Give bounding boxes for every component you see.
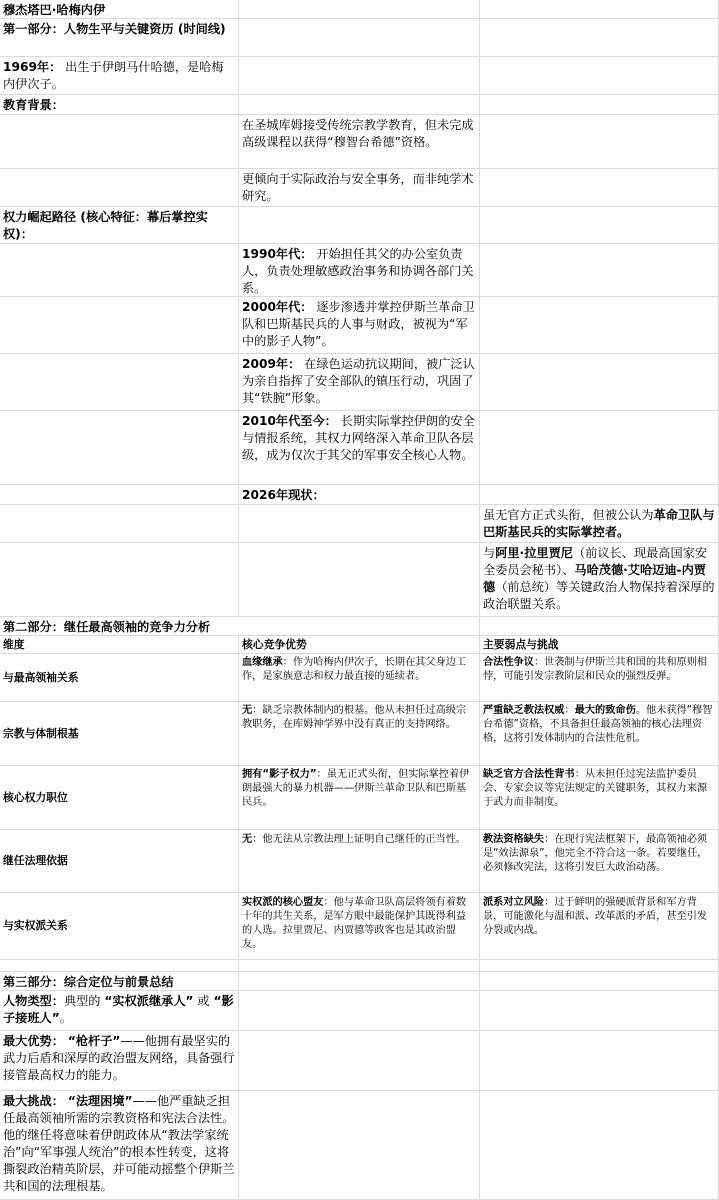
- advantage-label: 拥有“影子权力”: [242, 769, 317, 780]
- weakness-cell[interactable]: [480, 702, 719, 766]
- empty-cell[interactable]: [239, 19, 480, 57]
- empty-cell[interactable]: [480, 57, 719, 95]
- advantage-text: ——他拥有最坚实的武力后盾和深厚的政治盟友网络，具备强行接管最高权力的能力。: [3, 1034, 235, 1082]
- empty-cell[interactable]: [0, 505, 239, 543]
- rise-item-text: 长期实际掌控伊朗的安全与情报系统，其权力网络深入革命卫队各层级，成为仅次于其父的军事安全核心人物。: [242, 414, 475, 462]
- dimension-text: 继任法理依据: [3, 854, 68, 867]
- rise-item[interactable]: [239, 297, 480, 354]
- advantage-label: 实权派的核心盟友: [242, 897, 324, 908]
- weakness-text: ：世袭制与伊斯兰共和国的共和原则相悖，可能引发宗教阶层和民众的强烈反弹。: [483, 657, 708, 682]
- empty-cell[interactable]: [0, 169, 239, 207]
- type-text: 或: [193, 994, 214, 1008]
- sheet-row: [0, 115, 719, 169]
- empty-cell[interactable]: [480, 95, 719, 115]
- weakness-cell[interactable]: [480, 830, 719, 893]
- empty-cell[interactable]: [0, 115, 239, 169]
- empty-cell[interactable]: [0, 960, 239, 972]
- empty-cell[interactable]: [480, 411, 719, 485]
- education-item-text: 更倾向于实际政治与安全事务，而非纯学术研究。: [242, 172, 474, 203]
- sheet-row: [0, 297, 719, 354]
- advantage-text: ：虽无正式头衔，但实际掌控着伊朗最强大的暴力机器——伊斯兰革命卫队和巴斯基民兵。: [242, 769, 470, 808]
- rise-heading-text: 权力崛起路径 (核心特征：幕后掌控实权)：: [3, 210, 208, 241]
- weakness-text: ：: [564, 705, 575, 716]
- birth-cell[interactable]: [0, 57, 239, 95]
- advantage-text: ：作为哈梅内伊次子，长期在其父身边工作，是家族意志和权力最直接的延续者。: [242, 657, 467, 682]
- education-item[interactable]: [239, 115, 480, 169]
- rise-item[interactable]: [239, 244, 480, 297]
- column-header-advantage[interactable]: [239, 636, 480, 654]
- status-emphasis: 革命卫队与巴斯基民兵的实际掌控者。: [483, 508, 715, 539]
- status-label-cell[interactable]: [239, 485, 480, 505]
- part1-heading[interactable]: [0, 19, 239, 57]
- sheet-row: [0, 19, 719, 57]
- weakness-label: 派系对立风险: [483, 897, 545, 908]
- empty-cell[interactable]: [239, 991, 480, 1031]
- advantage-emphasis: “枪杆子”: [67, 1034, 121, 1048]
- part2-heading[interactable]: [0, 617, 480, 636]
- sheet-row: [0, 1091, 719, 1200]
- empty-cell[interactable]: [480, 297, 719, 354]
- empty-cell[interactable]: [239, 1091, 480, 1200]
- column-header-text: 主要弱点与挑战: [483, 638, 559, 651]
- type-text: 。: [59, 1011, 72, 1025]
- empty-cell[interactable]: [480, 1091, 719, 1200]
- weakness-text: ：在现行宪法框架下，最高领袖必须是“效法源泉”，他完全不符合这一条。若要继任，必须修改宪法，这将引发巨大政治动荡。: [483, 834, 708, 873]
- rise-item[interactable]: [239, 411, 480, 485]
- empty-cell[interactable]: [0, 244, 239, 297]
- table-row: [0, 702, 719, 766]
- part2-heading-text: 第二部分：继任最高领袖的竞争力分析: [3, 620, 211, 634]
- sheet-row: [0, 972, 719, 991]
- weakness-label: 教法资格缺失: [483, 834, 545, 845]
- part3-heading[interactable]: [0, 972, 239, 991]
- empty-cell[interactable]: [239, 543, 480, 617]
- status-text: （前议长、现最高国家安全委员会秘书）、: [483, 546, 708, 577]
- type-label: 人物类型：: [3, 994, 64, 1008]
- empty-cell[interactable]: [0, 485, 239, 505]
- dimension-cell[interactable]: [0, 893, 239, 960]
- empty-cell[interactable]: [480, 991, 719, 1031]
- sheet-row: [0, 991, 719, 1031]
- rise-item-text: 逐步渗透并掌控伊斯兰革命卫队和巴斯基民兵的人事与财政，被视为“军中的影子人物”。: [242, 300, 475, 348]
- rise-item-label: 2009年：: [242, 357, 301, 371]
- sheet-row: [0, 354, 719, 411]
- advantage-cell[interactable]: [239, 766, 480, 830]
- status-text: 虽无官方正式头衔，但被公认为: [483, 508, 654, 522]
- advantage-text: ：他与革命卫队高层将领有着数十年的共生关系，是军方眼中最能保护其既得利益的人选。拉里贾尼、内贾德等政客也是其政治盟友。: [242, 897, 467, 950]
- empty-cell[interactable]: [239, 960, 480, 972]
- type-emphasis: “实权派继承人”: [104, 994, 194, 1008]
- empty-cell[interactable]: [239, 95, 480, 115]
- status-text: 与: [483, 546, 496, 560]
- rise-item-label: 2010年代至今：: [242, 414, 337, 428]
- weakness-label: 严重缺乏教法权威: [483, 705, 565, 716]
- dimension-text: 宗教与体制根基: [3, 726, 79, 740]
- title-text: 穆杰塔巴·哈梅内伊: [3, 3, 106, 17]
- sheet-row: [0, 543, 719, 617]
- empty-cell[interactable]: [480, 485, 719, 505]
- empty-cell[interactable]: [239, 972, 480, 991]
- weakness-text: 。他未获得“穆智台希德”资格，不具备担任最高领袖的核心法理资格，这将引发体制内的合法性危机。: [483, 705, 713, 744]
- advantage-cell[interactable]: [239, 654, 480, 702]
- table-row: [0, 654, 719, 702]
- rise-heading[interactable]: [0, 207, 239, 244]
- character-type-cell[interactable]: [0, 991, 239, 1031]
- sheet-row: [0, 505, 719, 543]
- column-header-weakness[interactable]: [480, 636, 719, 654]
- sheet-row: [0, 617, 719, 636]
- part1-heading-text: 第一部分：人物生平与关键资历 (时间线): [3, 22, 226, 36]
- sheet-row: [0, 57, 719, 95]
- weakness-text: ：从未担任过宪法监护委员会、专家会议等宪法规定的关键职务，其权力来源于武力而非制度。: [483, 769, 708, 808]
- weakness-cell[interactable]: [480, 766, 719, 830]
- advantage-label: 无: [242, 834, 253, 845]
- empty-cell[interactable]: [239, 505, 480, 543]
- table-row: [0, 830, 719, 893]
- sheet-row: [0, 960, 719, 972]
- dimension-cell[interactable]: [0, 702, 239, 766]
- biggest-challenge-cell[interactable]: [0, 1091, 239, 1200]
- sheet-row: [0, 1031, 719, 1091]
- document-title[interactable]: [0, 0, 239, 19]
- empty-cell[interactable]: [480, 1031, 719, 1091]
- dimension-text: 与最高领袖关系: [3, 670, 79, 684]
- column-header-dimension[interactable]: [0, 636, 239, 654]
- education-heading-text: 教育背景：: [3, 98, 64, 112]
- empty-cell[interactable]: [480, 244, 719, 297]
- empty-cell[interactable]: [239, 57, 480, 95]
- challenge-label: 最大挑战：: [3, 1094, 64, 1108]
- table-header-row: [0, 636, 719, 654]
- advantage-text: ：缺乏宗教体制内的根基。他从未担任过高级宗教职务，在库姆神学界中没有真正的支持网络。: [242, 705, 467, 730]
- empty-cell[interactable]: [0, 297, 239, 354]
- rise-item-text: 在绿色运动抗议期间，被广泛认为亲自指挥了安全部队的镇压行动，巩固了其“铁腕”形象。: [242, 357, 475, 405]
- advantage-label: 无: [242, 705, 253, 716]
- weakness-text: ：过于鲜明的强硬派背景和军方背景，可能激化与温和派、改革派的矛盾，甚至引发分裂或内战。: [483, 897, 708, 936]
- column-header-text: 核心竞争优势: [242, 638, 307, 651]
- empty-cell[interactable]: [480, 169, 719, 207]
- weakness-cell[interactable]: [480, 893, 719, 960]
- advantage-text: ：他无法从宗教法理上证明自己继任的正当性。: [252, 834, 467, 845]
- education-item-text: 在圣城库姆接受传统宗教学教育，但未完成高级课程以获得“穆智台希德”资格。: [242, 118, 474, 149]
- empty-cell[interactable]: [480, 617, 719, 636]
- empty-cell[interactable]: [480, 19, 719, 57]
- rise-item[interactable]: [239, 354, 480, 411]
- type-emphasis: “影子接班人”: [3, 994, 234, 1025]
- table-row: [0, 766, 719, 830]
- status-item[interactable]: [480, 505, 719, 543]
- sheet-row: [0, 207, 719, 244]
- empty-cell[interactable]: [480, 354, 719, 411]
- rise-item-label: 2000年代：: [242, 300, 313, 314]
- birth-text: 出生于伊朗马什哈德，是哈梅内伊次子。: [3, 60, 224, 91]
- dimension-cell[interactable]: [0, 766, 239, 830]
- weakness-emphasis: 最大的致命伤: [574, 705, 636, 716]
- empty-cell[interactable]: [480, 207, 719, 244]
- challenge-emphasis: “法理困境”: [67, 1094, 133, 1108]
- birth-label: 1969年：: [3, 60, 62, 74]
- table-row: [0, 893, 719, 960]
- rise-item-text: 开始担任其父的办公室负责人，负责处理敏感政治事务和协调各部门关系。: [242, 247, 474, 295]
- empty-cell[interactable]: [239, 0, 480, 19]
- empty-cell[interactable]: [480, 115, 719, 169]
- status-text: （前总统）等关键政治人物保持着深厚的政治联盟关系。: [483, 580, 715, 611]
- empty-cell[interactable]: [480, 0, 719, 19]
- weakness-cell[interactable]: [480, 654, 719, 702]
- empty-cell[interactable]: [0, 411, 239, 485]
- empty-cell[interactable]: [480, 972, 719, 991]
- advantage-label: 血缘继承: [242, 657, 283, 668]
- dimension-cell[interactable]: [0, 654, 239, 702]
- empty-cell[interactable]: [0, 354, 239, 411]
- weakness-label: 缺乏官方合法性背书: [483, 769, 575, 780]
- sheet-row: [0, 169, 719, 207]
- biggest-advantage-cell[interactable]: [0, 1031, 239, 1091]
- advantage-label: 最大优势：: [3, 1034, 64, 1048]
- education-heading[interactable]: [0, 95, 239, 115]
- sheet-row: [0, 411, 719, 485]
- status-emphasis: 阿里·拉里贾尼: [495, 546, 573, 560]
- sheet-row: [0, 95, 719, 115]
- empty-cell[interactable]: [239, 1031, 480, 1091]
- advantage-cell[interactable]: [239, 830, 480, 893]
- empty-cell[interactable]: [480, 960, 719, 972]
- empty-cell[interactable]: [239, 207, 480, 244]
- sheet-row: [0, 0, 719, 19]
- challenge-text: ——他严重缺乏担任最高领袖所需的宗教资格和宪法合法性。他的继任将意味着伊朗政体从“教法学家统治”向“军事强人统治”的根本性转变，这将撕裂政治精英阶层，并可能动摇整个伊斯兰共和国的法理根基。: [3, 1094, 235, 1193]
- type-text: 典型的: [63, 994, 105, 1008]
- status-label: 2026年现状：: [242, 488, 325, 502]
- rise-item-label: 1990年代：: [242, 247, 313, 261]
- empty-cell[interactable]: [0, 543, 239, 617]
- advantage-cell[interactable]: [239, 702, 480, 766]
- status-item[interactable]: [480, 543, 719, 617]
- advantage-cell[interactable]: [239, 893, 480, 960]
- weakness-label: 合法性争议: [483, 657, 534, 668]
- part3-heading-text: 第三部分：综合定位与前景总结: [3, 975, 174, 989]
- sheet-row: [0, 485, 719, 505]
- dimension-cell[interactable]: [0, 830, 239, 893]
- education-item[interactable]: [239, 169, 480, 207]
- status-emphasis: 马哈茂德·艾哈迈迪-内贾德: [483, 563, 706, 594]
- dimension-text: 核心权力职位: [3, 790, 68, 804]
- column-header-text: 维度: [3, 638, 25, 651]
- sheet-row: [0, 244, 719, 297]
- dimension-text: 与实权派关系: [3, 919, 68, 932]
